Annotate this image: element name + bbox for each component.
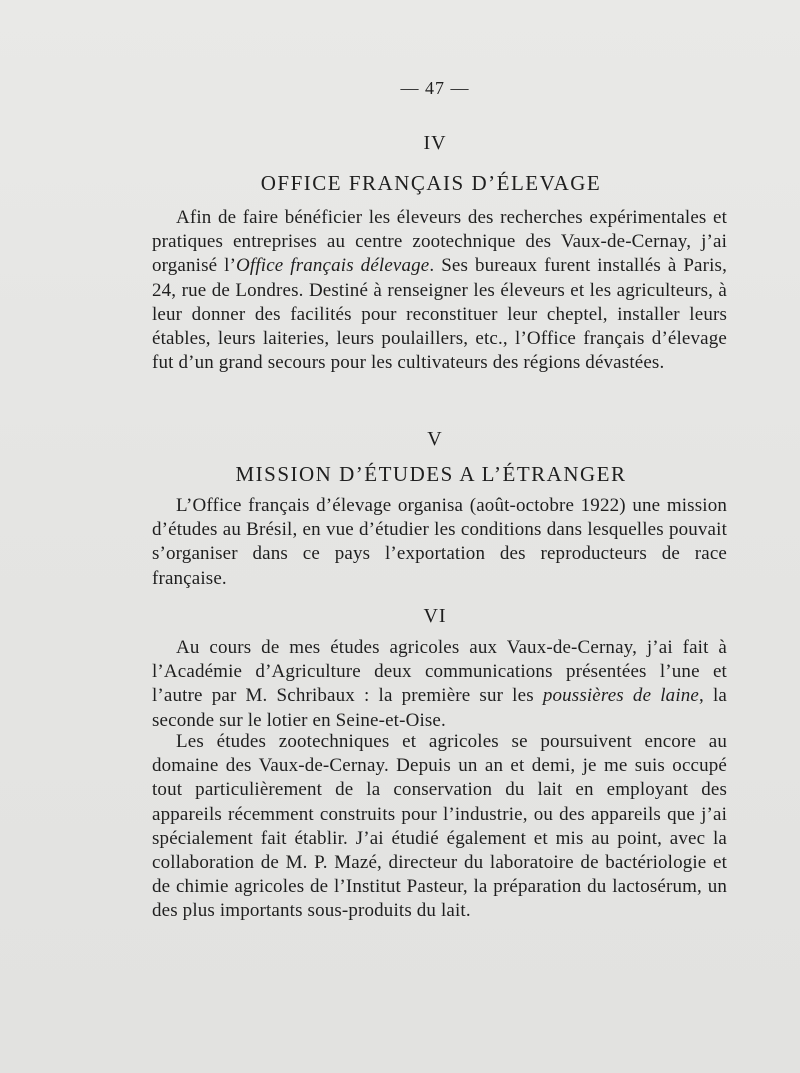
paragraph-text: Au cours de mes études agricoles aux Vaux-de-Cernay, j’ai fait à l’Académie d’Agriculture deux communications présentées l’une et l’autre par M. Schribaux : la première sur les bbox=[152, 637, 727, 707]
paragraph-text: Afin de faire bénéficier les éleveurs des recherches expérimentales et pratiques entreprises au centre zootechnique des Vaux-de-Cernay, j’ai organisé l’ bbox=[152, 207, 727, 277]
paragraph-office-francais bbox=[152, 206, 727, 375]
paragraph-mission-etudes bbox=[152, 494, 727, 591]
italic-poussieres-de-laine: poussières de laine bbox=[542, 685, 699, 707]
section-title-mission-etudes: MISSION D’ÉTUDES A L’ÉTRANGER bbox=[235, 462, 627, 486]
paragraph-etudes-zootechniques bbox=[152, 730, 727, 924]
italic-office-name: Office français délevage bbox=[236, 255, 430, 277]
paragraph-text: . Ses bureaux furent installés à Paris, 24, rue de Londres. Destiné à renseigner les éleveurs et les agriculteurs, à leur donner des facilités pour reconstituer leur cheptel, installer leurs étables, leurs laiteries, leurs poulaillers, etc., l’Office français d’élevage fut d’un grand secours pour les cultivateurs des régions dévastées. bbox=[152, 255, 727, 374]
page-number: — 47 — bbox=[400, 78, 470, 98]
paragraph-text: , la seconde sur le lotier en Seine-et-Oise. bbox=[152, 685, 727, 731]
paragraph-communications bbox=[152, 636, 727, 733]
section-numeral-iv: IV bbox=[423, 132, 447, 154]
section-title-office-francais: OFFICE FRANÇAIS D’ÉLEVAGE bbox=[260, 171, 602, 195]
paragraph-text: L’Office français d’élevage organisa (août-octobre 1922) une mission d’études au Brésil, en vue d’étudier les conditions dans lesquelles pouvait s’organiser dans ce pays l’exportation des reproducteurs de race française. bbox=[152, 495, 727, 589]
paragraph-text: Les études zootechniques et agricoles se poursuivent encore au domaine des Vaux-de-Cernay. Depuis un an et demi, je me suis occupé tout particulièrement de la conservation du lait en employant des appareils récemment construits pour l’industrie, ou des appareils que j’ai spécialement fait établir. J’ai étudié également et mis au point, avec la collaboration de M. P. Mazé, directeur du laboratoire de bactériologie et de chimie agricoles de l’Institut Pasteur, la préparation du lactosérum, un des plus importants sous-produits du lait. bbox=[152, 731, 727, 922]
section-numeral-v: V bbox=[427, 428, 443, 450]
section-numeral-vi: VI bbox=[423, 605, 447, 627]
